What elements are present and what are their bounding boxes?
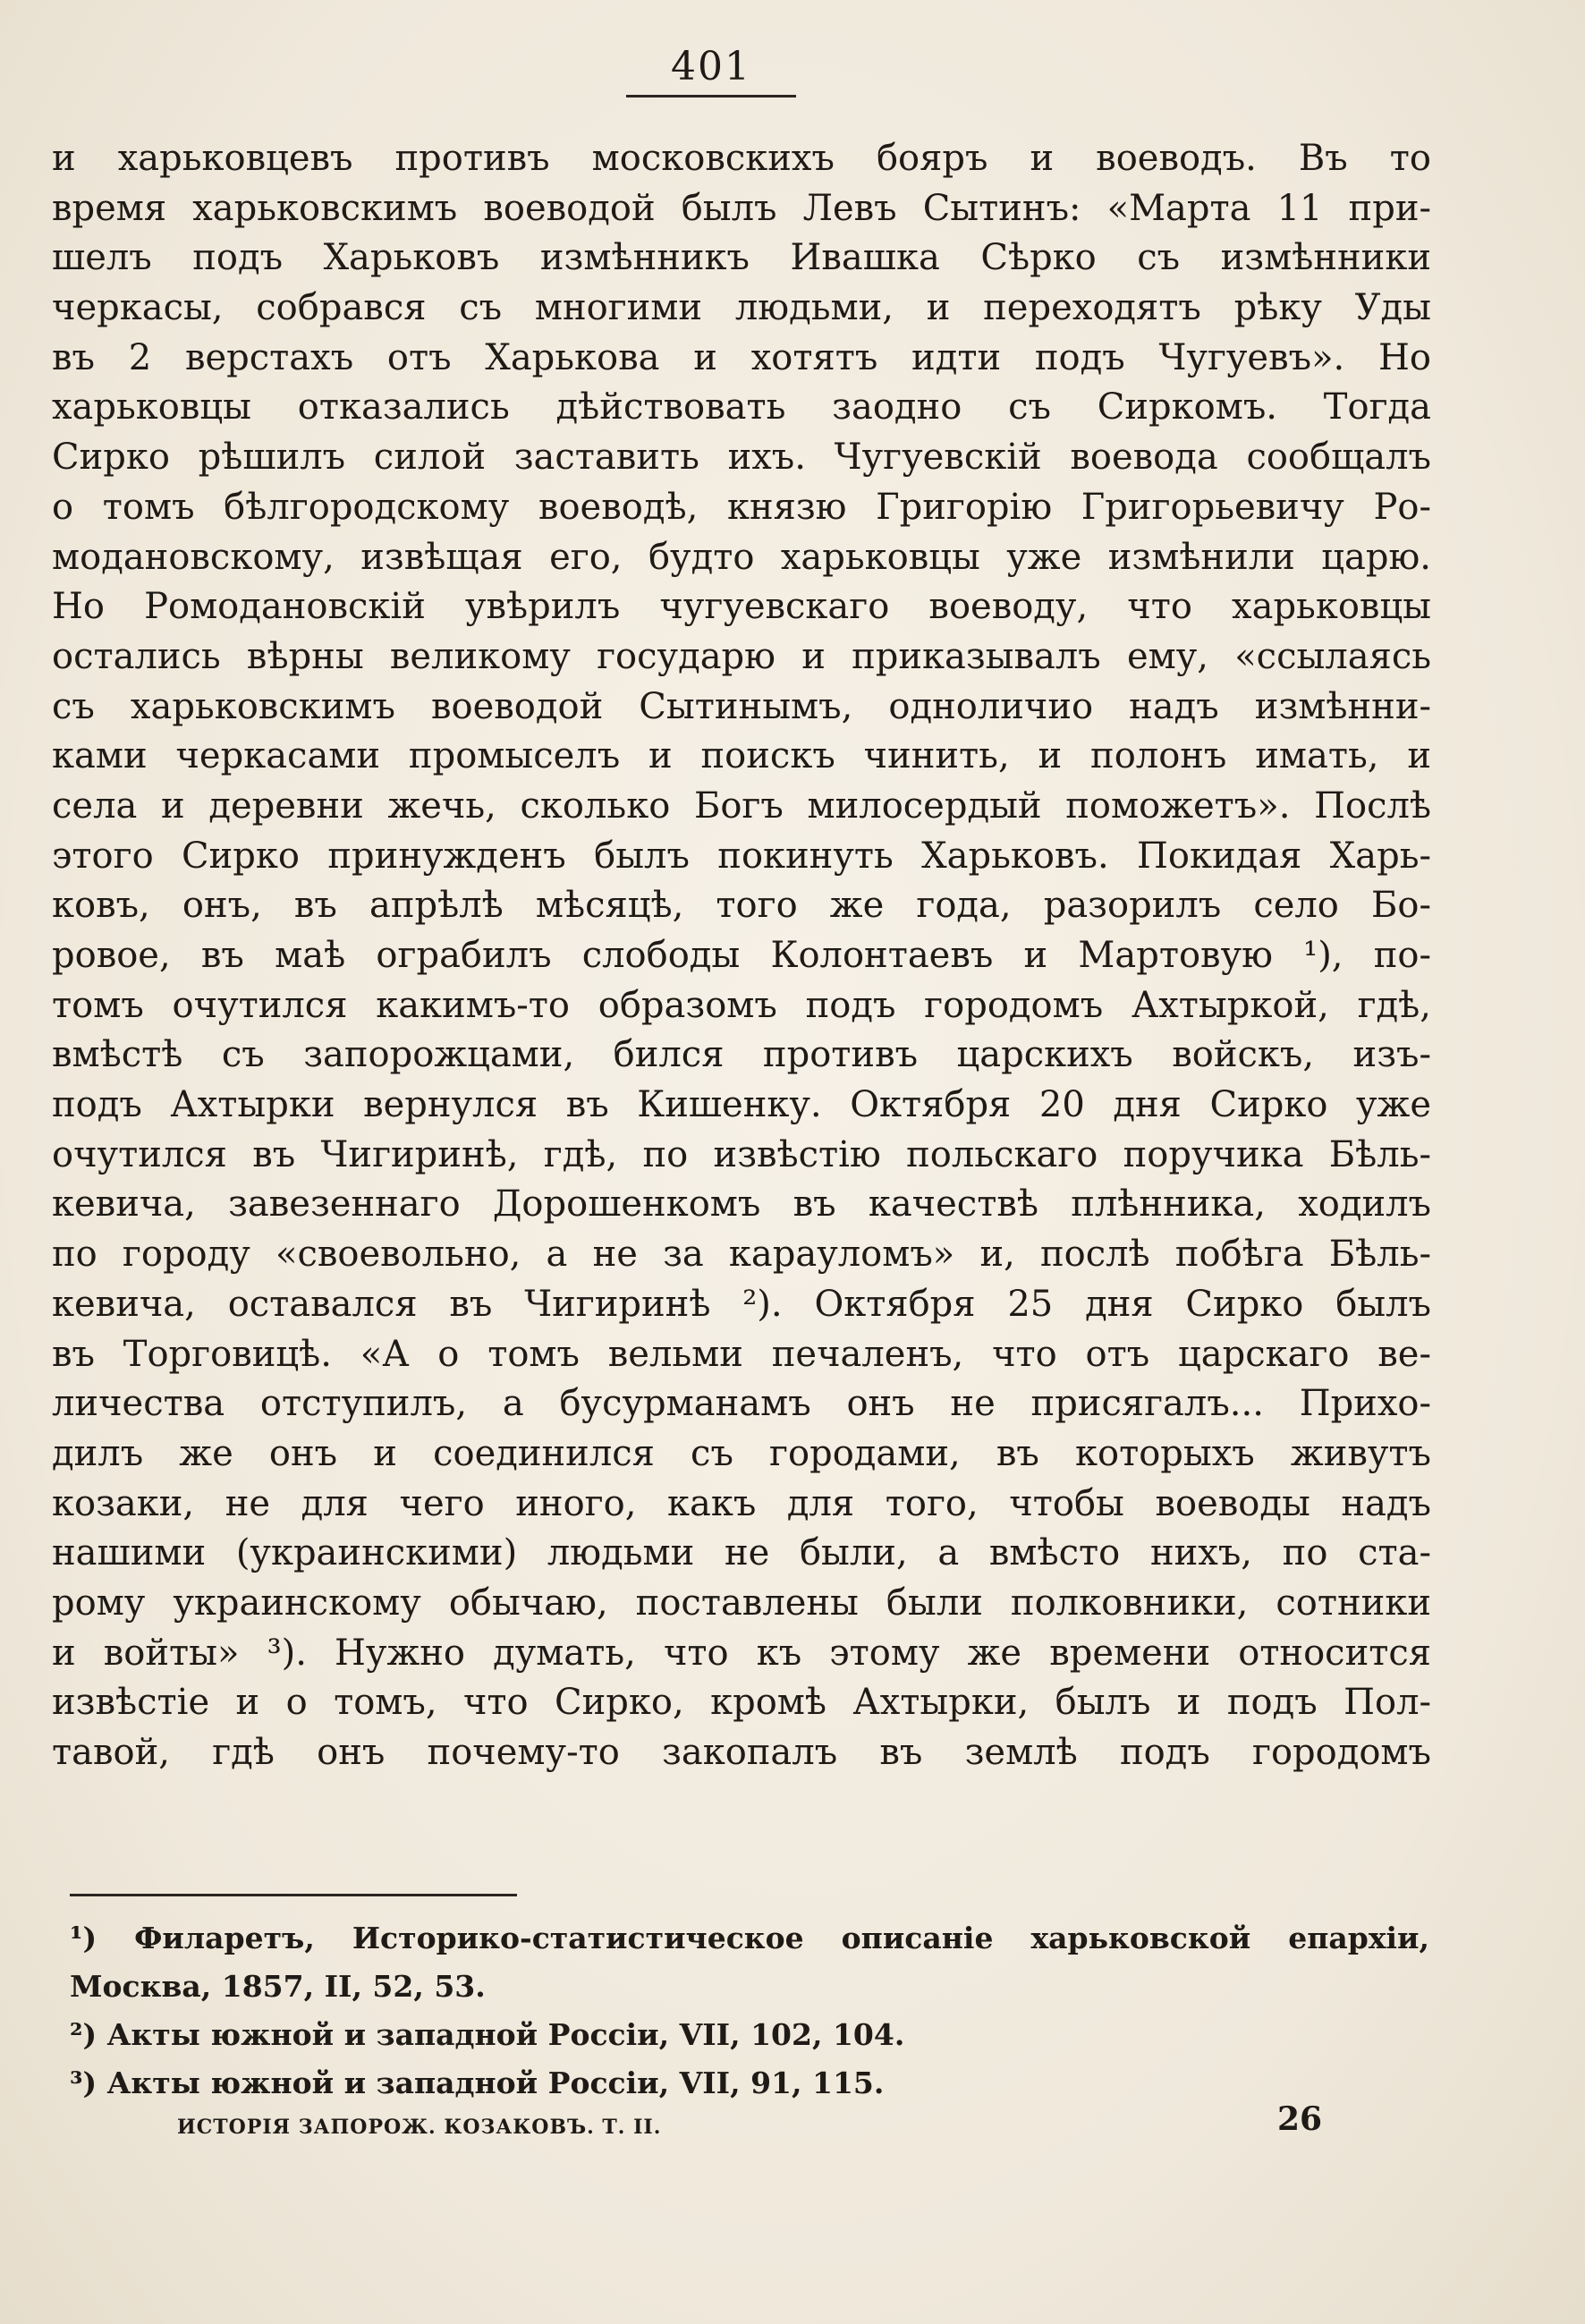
signature-number: 26 [1277, 2100, 1323, 2138]
text-line: дилъ же онъ и соединился съ городами, въ которыхъ живутъ [52, 1432, 1431, 1474]
signature-mark: ИСТОРІЯ ЗАПОРОЖ. КОЗАКОВЪ. Т. II. [177, 2116, 662, 2139]
text-line: личества отступилъ, а бусурманамъ онъ не присягалъ... Прихо- [52, 1383, 1431, 1425]
text-line: томъ очутился какимъ-то образомъ подъ городомъ Ахтыркой, гдѣ, [52, 984, 1431, 1026]
text-line: модановскому, извѣщая его, будто харьковцы уже измѣнили царю. [52, 536, 1431, 578]
footnote-rule [70, 1894, 517, 1896]
text-line: ковъ, онъ, въ апрѣлѣ мѣсяцѣ, того же года, разорилъ село Бо- [52, 885, 1431, 927]
page-header [626, 43, 796, 98]
text-line: ровое, въ маѣ ограбилъ слободы Колонтаевъ и Мартовую ¹), по- [52, 935, 1431, 976]
text-line: и войты» ³). Нужно думать, что къ этому же времени относится [52, 1632, 1431, 1674]
text-line: въ 2 верстахъ отъ Харькова и хотятъ идти подъ Чугуевъ». Но [52, 336, 1431, 378]
text-line: шелъ подъ Харьковъ измѣнникъ Ивашка Сѣрко съ измѣнники [52, 237, 1431, 279]
text-line: по городу «своевольно, а не за карауломъ» и, послѣ побѣга Бѣль- [52, 1234, 1431, 1276]
text-line: вмѣстѣ съ запорожцами, бился противъ царскихъ войскъ, изъ- [52, 1034, 1431, 1076]
footnote-1-continuation: Москва, 1857, II, 52, 53. [70, 1969, 486, 2004]
text-line: и харьковцевъ противъ московскихъ бояръ и воеводъ. Въ то [52, 138, 1431, 179]
text-line: очутился въ Чигиринѣ, гдѣ, по извѣстію польскаго поручика Бѣль- [52, 1133, 1431, 1175]
text-line: харьковцы отказались дѣйствовать заодно съ Сиркомъ. Тогда [52, 386, 1431, 428]
text-line: Сирко рѣшилъ силой заставить ихъ. Чугуевскій воевода сообщалъ [52, 437, 1431, 479]
footnote-3: ³) Акты южной и западной Россіи, VII, 91, 115. [70, 2065, 885, 2100]
text-line: остались вѣрны великому государю и приказывалъ ему, «ссылаясь [52, 635, 1431, 677]
header-rule [626, 95, 796, 98]
text-line: черкасы, собрався съ многими людьми, и переходятъ рѣку Уды [52, 287, 1431, 329]
text-line: козаки, не для чего иного, какъ для того, чтобы воеводы надъ [52, 1482, 1431, 1524]
text-line: тавой, гдѣ онъ почему-то закопалъ въ землѣ подъ городомъ [52, 1732, 1431, 1773]
text-line: время харьковскимъ воеводой былъ Левъ Сытинъ: «Марта 11 при- [52, 187, 1431, 229]
text-line: кевича, завезеннаго Дорошенкомъ въ качествѣ плѣнника, ходилъ [52, 1183, 1431, 1226]
text-line: извѣстіе и о томъ, что Сирко, кромѣ Ахтырки, былъ и подъ Пол- [52, 1682, 1431, 1724]
main-text [52, 134, 1431, 1778]
text-line: подъ Ахтырки вернулся въ Кишенку. Октября 20 дня Сирко уже [52, 1084, 1431, 1126]
text-line: этого Сирко принужденъ былъ покинуть Харьковъ. Покидая Харь- [52, 835, 1431, 877]
text-line: въ Торговицѣ. «А о томъ вельми печаленъ, что отъ царскаго ве- [52, 1333, 1431, 1375]
text-line: о томъ бѣлгородскому воеводѣ, князю Григорію Григорьевичу Ро- [52, 486, 1431, 528]
page-number: 401 [671, 44, 751, 89]
footnotes [70, 1914, 1429, 2108]
footnote-1: ¹) Филаретъ, Историко-статистическое описаніе харьковской епархіи, [70, 1921, 1429, 1955]
text-line: рому украинскому обычаю, поставлены были полковники, сотники [52, 1582, 1431, 1624]
text-line: ками черкасами промыселъ и поискъ чинить, и полонъ имать, и [52, 735, 1431, 777]
text-line: съ харьковскимъ воеводой Сытинымъ, одноличио надъ измѣнни- [52, 685, 1431, 727]
text-line: нашими (украинскими) людьми не были, а вмѣсто нихъ, по ста- [52, 1532, 1431, 1574]
text-line: Но Ромодановскій увѣрилъ чугуевскаго воеводу, что харьковцы [52, 586, 1431, 628]
text-line: кевича, оставался въ Чигиринѣ ²). Октября 25 дня Сирко былъ [52, 1283, 1431, 1325]
footnote-2: ²) Акты южной и западной Россіи, VII, 102, 104. [70, 2017, 905, 2052]
text-line: села и деревни жечь, сколько Богъ милосердый поможетъ». Послѣ [52, 785, 1431, 827]
